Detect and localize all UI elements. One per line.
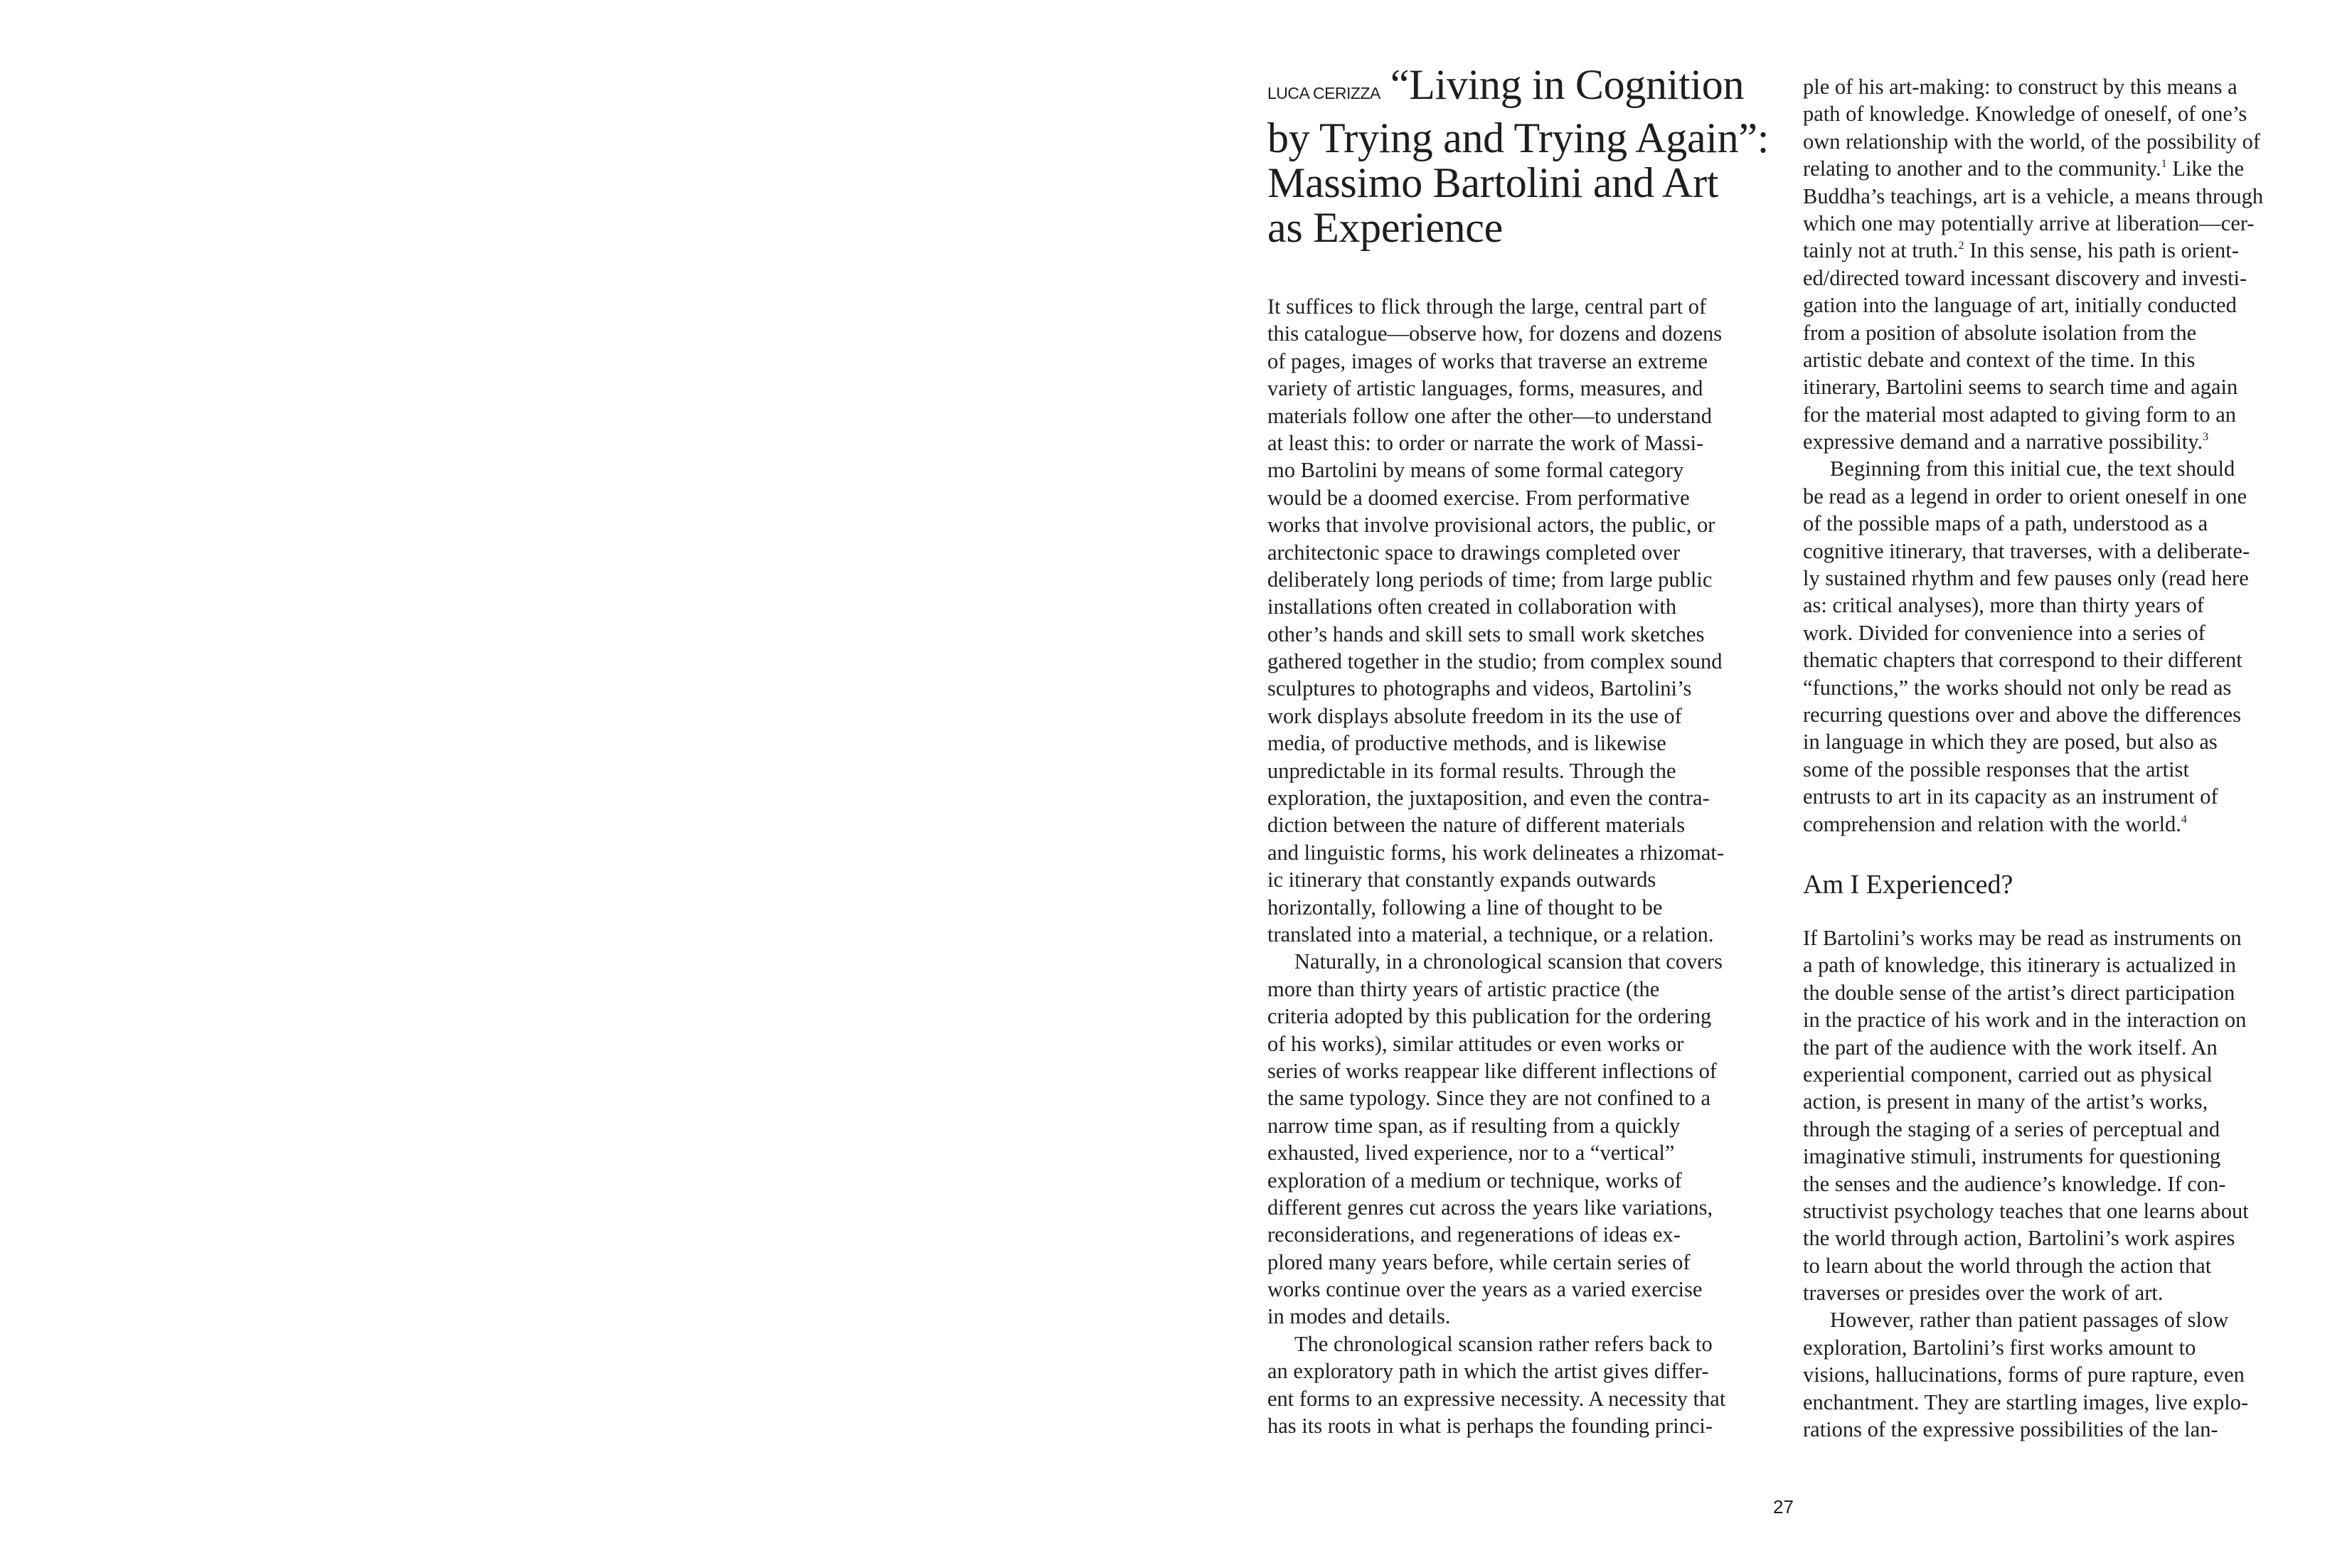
text-line xyxy=(1803,1061,2315,1088)
line-text: mo Bartolini by means of some formal category xyxy=(1267,458,1684,483)
line-text: media, of productive methods, and is likewise xyxy=(1267,731,1666,756)
line-text: deliberately long periods of time; from large public xyxy=(1267,567,1713,592)
text-line xyxy=(1267,1276,1772,1303)
line-text: work. Divided for convenience into a series of xyxy=(1803,620,2205,645)
author-name: LUCA CERIZZA xyxy=(1267,84,1380,102)
right-text-column-top xyxy=(1803,73,2315,838)
line-text: If Bartolini’s works may be read as instruments on xyxy=(1803,926,2242,950)
line-text: other’s hands and skill sets to small work sketches xyxy=(1267,622,1705,646)
line-text: architectonic space to drawings completed over xyxy=(1267,540,1681,565)
line-text: work displays absolute freedom in its the use of xyxy=(1267,703,1682,728)
footnote-marker: 1 xyxy=(2161,158,2167,171)
text-line xyxy=(1803,346,2315,373)
line-text: to learn about the world through the action that xyxy=(1803,1253,2212,1278)
text-line xyxy=(1267,1112,1772,1139)
text-line xyxy=(1803,510,2315,537)
title-text-1: “Living in Cognition xyxy=(1390,61,1745,108)
line-text-continued: Like the xyxy=(2166,156,2245,181)
text-line xyxy=(1803,783,2315,810)
line-text: this catalogue—observe how, for dozens and dozens xyxy=(1267,321,1723,346)
left-text-column xyxy=(1267,293,1772,1439)
footnote-marker: 2 xyxy=(1958,240,1964,252)
text-line xyxy=(1803,401,2315,428)
text-line xyxy=(1803,1389,2315,1416)
line-text: variety of artistic languages, forms, measures, and xyxy=(1267,376,1703,401)
text-line xyxy=(1803,1116,2315,1143)
line-text: which one may potentially arrive at liberation—cer- xyxy=(1803,210,2255,235)
text-line xyxy=(1803,674,2315,701)
line-text: comprehension and relation with the world. xyxy=(1803,811,2181,836)
title-line-1 xyxy=(1267,63,1808,116)
line-text: sculptures to photographs and videos, Bartolini’s xyxy=(1267,676,1692,701)
line-text: structivist psychology teaches that one learns about xyxy=(1803,1198,2249,1223)
line-text: artistic debate and context of the time. In this xyxy=(1803,347,2196,372)
line-text: diction between the nature of different materials xyxy=(1267,813,1686,838)
line-text: reconsiderations, and regenerations of ideas ex- xyxy=(1267,1222,1681,1247)
line-text: criteria adopted by this publication for the ordering xyxy=(1267,1004,1712,1029)
text-line xyxy=(1803,100,2315,127)
text-line xyxy=(1803,73,2315,100)
line-text: plored many years before, while certain series of xyxy=(1267,1249,1691,1274)
line-text: tainly not at truth. xyxy=(1803,238,1959,263)
line-text: ent forms to an expressive necessity. A necessity that xyxy=(1267,1386,1726,1411)
line-text: of the possible maps of a path, understood as a xyxy=(1803,511,2208,536)
line-text: It suffices to flick through the large, central part of xyxy=(1267,294,1707,319)
text-line xyxy=(1803,979,2315,1006)
text-line xyxy=(1803,1170,2315,1198)
line-text: more than thirty years of artistic practice (the xyxy=(1267,976,1660,1001)
line-text: has its roots in what is perhaps the founding princi- xyxy=(1267,1414,1713,1439)
title-line-3: Massimo Bartolini and Art xyxy=(1267,159,1719,206)
text-line xyxy=(1803,1306,2315,1333)
line-text: installations often created in collaboration with xyxy=(1267,594,1677,619)
text-line xyxy=(1267,1358,1772,1385)
line-text: the world through action, Bartolini’s work aspires xyxy=(1803,1226,2235,1251)
text-line xyxy=(1267,757,1772,784)
line-text: action, is present in many of the artist’s works, xyxy=(1803,1089,2208,1114)
text-line xyxy=(1803,1143,2315,1170)
line-text: rations of the expressive possibilities of the lan- xyxy=(1803,1417,2218,1442)
text-line xyxy=(1803,1198,2315,1225)
line-text: thematic chapters that correspond to their different xyxy=(1803,648,2242,673)
text-line xyxy=(1803,373,2315,400)
text-line xyxy=(1803,1088,2315,1115)
text-line xyxy=(1267,648,1772,675)
line-text: gathered together in the studio; from complex sound xyxy=(1267,649,1723,674)
page-number: 27 xyxy=(1773,1496,1794,1518)
line-text: expressive demand and a narrative possibility. xyxy=(1803,430,2203,454)
line-text: exploration, the juxtaposition, and even the contra- xyxy=(1267,786,1710,811)
text-line xyxy=(1267,593,1772,620)
line-text: the part of the audience with the work itself. An xyxy=(1803,1035,2218,1060)
text-line xyxy=(1803,756,2315,783)
text-line xyxy=(1803,319,2315,346)
text-line xyxy=(1803,237,2315,264)
text-line xyxy=(1267,511,1772,538)
text-line xyxy=(1803,701,2315,728)
text-line xyxy=(1267,539,1772,566)
text-line xyxy=(1267,1303,1772,1330)
text-line xyxy=(1267,1167,1772,1194)
line-text: experiential component, carried out as physical xyxy=(1803,1062,2213,1087)
text-line xyxy=(1267,866,1772,893)
text-line xyxy=(1803,1034,2315,1061)
text-line xyxy=(1267,839,1772,866)
text-line xyxy=(1803,811,2315,838)
line-text: would be a doomed exercise. From performative xyxy=(1267,485,1690,510)
text-line xyxy=(1267,703,1772,730)
text-line xyxy=(1267,948,1772,975)
text-line xyxy=(1803,1279,2315,1306)
line-text: an exploratory path in which the artist gives differ- xyxy=(1267,1359,1709,1384)
line-text: imaginative stimuli, instruments for questioning xyxy=(1803,1144,2221,1169)
line-text: Naturally, in a chronological scansion that covers xyxy=(1294,949,1723,974)
text-line xyxy=(1267,430,1772,457)
line-text: ple of his art-making: to construct by this means a xyxy=(1803,75,2237,99)
text-line xyxy=(1267,1084,1772,1111)
text-line xyxy=(1803,538,2315,565)
line-text: Beginning from this initial cue, the text should xyxy=(1830,457,2235,481)
text-line xyxy=(1267,566,1772,593)
text-line xyxy=(1803,210,2315,237)
text-line xyxy=(1803,183,2315,210)
text-line xyxy=(1803,1334,2315,1361)
line-text: The chronological scansion rather refers back to xyxy=(1294,1331,1713,1356)
line-text: different genres cut across the years like variations, xyxy=(1267,1195,1713,1220)
text-line xyxy=(1267,1221,1772,1248)
text-line xyxy=(1803,592,2315,619)
text-line xyxy=(1803,292,2315,319)
line-text: cognitive itinerary, that traverses, with a deliberate- xyxy=(1803,538,2250,563)
line-text: visions, hallucinations, forms of pure rapture, even xyxy=(1803,1362,2245,1387)
text-line xyxy=(1267,375,1772,402)
text-line xyxy=(1267,320,1772,347)
line-text-continued: In this sense, his path is orient- xyxy=(1964,238,2239,263)
footnote-marker: 4 xyxy=(2181,813,2187,826)
title-line-4: as Experience xyxy=(1267,204,1503,251)
line-text: traverses or presides over the work of art. xyxy=(1803,1281,2164,1306)
line-text: be read as a legend in order to orient oneself in one xyxy=(1803,484,2247,508)
line-text: recurring questions over and above the differences xyxy=(1803,702,2241,727)
text-line xyxy=(1803,924,2315,951)
title-line-2: by Trying and Trying Again”: xyxy=(1267,114,1770,161)
text-line xyxy=(1803,1361,2315,1388)
text-line xyxy=(1267,1412,1772,1439)
text-line xyxy=(1267,1194,1772,1221)
text-line xyxy=(1267,976,1772,1003)
line-text: exploration, Bartolini’s first works amount to xyxy=(1803,1335,2196,1360)
line-text: ic itinerary that constantly expands outwards xyxy=(1267,868,1656,892)
text-line xyxy=(1267,348,1772,375)
article-header xyxy=(1267,63,1808,250)
line-text: “functions,” the works should not only be read as xyxy=(1803,675,2232,700)
line-text: Buddha’s teachings, art is a vehicle, a means through xyxy=(1803,183,2264,208)
text-line xyxy=(1803,1416,2315,1443)
line-text: exploration of a medium or technique, works of xyxy=(1267,1168,1682,1193)
text-line xyxy=(1267,784,1772,811)
line-text: narrow time span, as if resulting from a quickly xyxy=(1267,1113,1681,1138)
line-text: of pages, images of works that traverse an extreme xyxy=(1267,348,1708,373)
text-line xyxy=(1803,646,2315,673)
text-line xyxy=(1803,1252,2315,1279)
text-line xyxy=(1803,483,2315,510)
line-text: materials follow one after the other—to understand xyxy=(1267,403,1713,428)
line-text: itinerary, Bartolini seems to search time and again xyxy=(1803,375,2238,400)
text-line xyxy=(1267,293,1772,320)
line-text: translated into a material, a technique, or a relation. xyxy=(1267,922,1714,946)
line-text: unpredictable in its formal results. Through the xyxy=(1267,758,1676,783)
line-text: path of knowledge. Knowledge of oneself, of one’s xyxy=(1803,102,2247,127)
text-line xyxy=(1267,1057,1772,1084)
line-text: the senses and the audience’s knowledge. If con- xyxy=(1803,1171,2226,1196)
text-line xyxy=(1803,155,2315,182)
line-text: works that involve provisional actors, the public, or xyxy=(1267,513,1715,538)
line-text: gation into the language of art, initially conducted xyxy=(1803,293,2237,318)
line-text: enchantment. They are startling images, live explo- xyxy=(1803,1390,2249,1414)
right-text-column-bottom xyxy=(1803,924,2315,1443)
line-text: exhausted, lived experience, nor to a “vertical” xyxy=(1267,1141,1675,1166)
line-text: ed/directed toward incessant discovery and investi- xyxy=(1803,265,2247,290)
line-text: the same typology. Since they are not confined to a xyxy=(1267,1086,1711,1111)
text-line xyxy=(1267,894,1772,921)
line-text: relating to another and to the community. xyxy=(1803,156,2161,181)
section-heading: Am I Experienced? xyxy=(1803,870,2013,900)
text-line xyxy=(1803,265,2315,292)
line-text: through the staging of a series of perceptual and xyxy=(1803,1116,2220,1141)
line-text: However, rather than patient passages of slow xyxy=(1830,1308,2229,1333)
text-line xyxy=(1267,1030,1772,1057)
footnote-marker: 3 xyxy=(2203,431,2209,444)
text-line xyxy=(1267,1330,1772,1358)
text-line xyxy=(1803,951,2315,978)
text-line xyxy=(1267,1139,1772,1166)
text-line xyxy=(1267,811,1772,838)
text-line xyxy=(1267,921,1772,948)
line-text: a path of knowledge, this itinerary is actualized in xyxy=(1803,953,2236,978)
line-text: series of works reappear like different inflections of xyxy=(1267,1058,1718,1083)
line-text: entrusts to art in its capacity as an instrument of xyxy=(1803,784,2218,809)
line-text: as: critical analyses), more than thirty years of xyxy=(1803,593,2205,618)
line-text: some of the possible responses that the artist xyxy=(1803,757,2189,782)
text-line xyxy=(1803,1225,2315,1252)
line-text: horizontally, following a line of thought to be xyxy=(1267,895,1663,919)
line-text: for the material most adapted to giving form to an xyxy=(1803,402,2236,427)
text-line xyxy=(1267,1385,1772,1412)
text-line xyxy=(1803,455,2315,482)
text-line xyxy=(1803,428,2315,455)
line-text: in language in which they are posed, but also as xyxy=(1803,730,2218,754)
line-text: from a position of absolute isolation from the xyxy=(1803,320,2197,345)
line-text: the double sense of the artist’s direct participation xyxy=(1803,980,2235,1005)
text-line xyxy=(1803,728,2315,755)
line-text: ly sustained rhythm and few pauses only (read here xyxy=(1803,566,2249,591)
text-line xyxy=(1803,619,2315,646)
line-text: of his works), similar attitudes or even works or xyxy=(1267,1031,1684,1056)
text-line xyxy=(1267,730,1772,757)
text-line xyxy=(1267,484,1772,511)
text-line xyxy=(1267,675,1772,702)
line-text: in the practice of his work and in the interaction on xyxy=(1803,1008,2247,1033)
line-text: works continue over the years as a varied exercise xyxy=(1267,1277,1703,1302)
text-line xyxy=(1267,1249,1772,1276)
line-text: and linguistic forms, his work delineates a rhizomat- xyxy=(1267,840,1725,865)
text-line xyxy=(1803,128,2315,155)
text-line xyxy=(1803,1006,2315,1033)
text-line xyxy=(1267,457,1772,484)
text-line xyxy=(1267,402,1772,430)
text-line xyxy=(1267,1003,1772,1030)
line-text: at least this: to order or narrate the work of Massi- xyxy=(1267,430,1704,455)
text-line xyxy=(1803,565,2315,592)
line-text: in modes and details. xyxy=(1267,1304,1451,1329)
line-text: own relationship with the world, of the possibility of xyxy=(1803,129,2260,154)
text-line xyxy=(1267,621,1772,648)
